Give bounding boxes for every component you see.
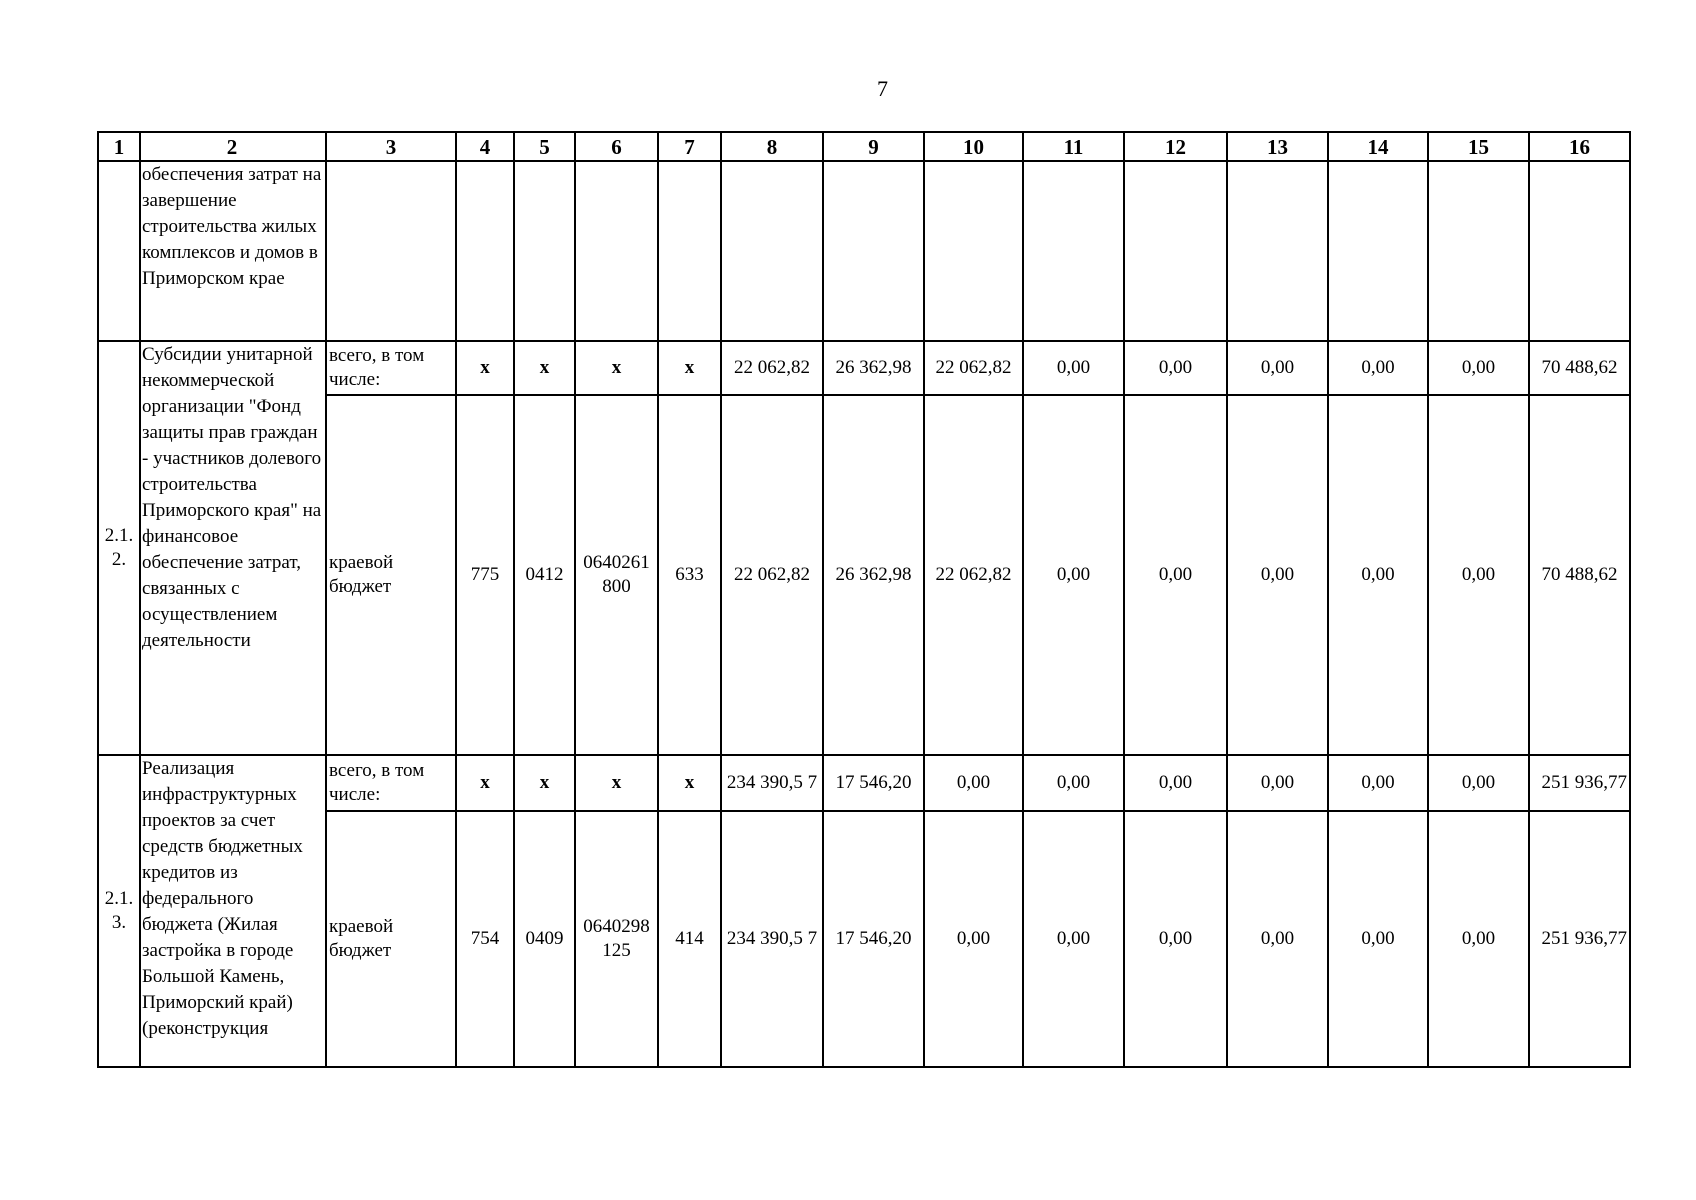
cell-c4: 775	[456, 395, 514, 755]
header-cell: 4	[456, 132, 514, 161]
cell-c13: 0,00	[1227, 755, 1328, 811]
page-number: 7	[877, 76, 888, 101]
cell-c6: 0640261 800	[575, 395, 658, 755]
cell-c7: 414	[658, 811, 721, 1067]
cell-c13: 0,00	[1227, 395, 1328, 755]
total-row	[98, 755, 1630, 811]
cell-c6: x	[575, 341, 658, 395]
total-row	[98, 341, 1630, 395]
cell-c11: 0,00	[1023, 755, 1124, 811]
budget-table	[97, 131, 1631, 1068]
cell-c11: 0,00	[1023, 341, 1124, 395]
header-cell: 8	[721, 132, 823, 161]
cell-c4: 754	[456, 811, 514, 1067]
funding-source: всего, в том числе:	[326, 755, 456, 811]
item-number: 2.1. 3.	[98, 755, 140, 1067]
header-cell: 11	[1023, 132, 1124, 161]
cell-c9: 17 546,20	[823, 755, 924, 811]
cell-c4: x	[456, 755, 514, 811]
header-cell: 7	[658, 132, 721, 161]
cell-c8: 234 390,5 7	[721, 811, 823, 1067]
header-cell: 10	[924, 132, 1023, 161]
cell-c9: 17 546,20	[823, 811, 924, 1067]
cell-c4: x	[456, 341, 514, 395]
item-name: обеспечения затрат на завершение строительства жилых комплексов и домов в Приморском крае	[140, 161, 326, 341]
cell-c10: 0,00	[924, 755, 1023, 811]
cell-c10: 22 062,82	[924, 341, 1023, 395]
continuation-row	[98, 161, 1630, 341]
cell-c6: 0640298 125	[575, 811, 658, 1067]
cell-c13: 0,00	[1227, 341, 1328, 395]
cell-c5: 0409	[514, 811, 575, 1067]
cell-c11: 0,00	[1023, 811, 1124, 1067]
cell-c15: 0,00	[1428, 811, 1529, 1067]
cell-c8: 234 390,5 7	[721, 755, 823, 811]
cell-c12: 0,00	[1124, 395, 1227, 755]
funding-source: всего, в том числе:	[326, 341, 456, 395]
cell-c10: 22 062,82	[924, 395, 1023, 755]
cell-c7: x	[658, 755, 721, 811]
cell-c5: 0412	[514, 395, 575, 755]
funding-source: краевой бюджет	[326, 395, 456, 755]
cell-c6: x	[575, 755, 658, 811]
cell-c13: 0,00	[1227, 811, 1328, 1067]
funding-source: краевой бюджет	[326, 811, 456, 1067]
cell-c9: 26 362,98	[823, 341, 924, 395]
cell-c10: 0,00	[924, 811, 1023, 1067]
cell-c16: 70 488,62	[1529, 341, 1630, 395]
regional-budget-row	[98, 395, 1630, 755]
header-cell: 16	[1529, 132, 1630, 161]
cell-c15: 0,00	[1428, 755, 1529, 811]
header-cell: 2	[140, 132, 326, 161]
cell-c14: 0,00	[1328, 341, 1428, 395]
cell-c12: 0,00	[1124, 811, 1227, 1067]
item-name: Субсидии унитарной некоммерческой организации "Фонд защиты прав граждан - участников долевого строительства Приморского края" на финансовое обеспечение затрат, связанных с осуществлением деятельности	[140, 341, 326, 755]
header-cell: 3	[326, 132, 456, 161]
header-cell: 1	[98, 132, 140, 161]
row-number-cell	[98, 161, 140, 341]
cell-c9: 26 362,98	[823, 395, 924, 755]
header-cell: 15	[1428, 132, 1529, 161]
header-cell: 6	[575, 132, 658, 161]
item-name: Реализация инфраструктурных проектов за счет средств бюджетных кредитов из федерального бюджета (Жилая застройка в городе Большой Камень, Приморский край) (реконструкция	[140, 755, 326, 1067]
regional-budget-row	[98, 811, 1630, 1067]
cell-c16: 251 936,77	[1529, 811, 1630, 1067]
item-number: 2.1. 2.	[98, 341, 140, 755]
cell-c7: 633	[658, 395, 721, 755]
cell-c8: 22 062,82	[721, 395, 823, 755]
cell-c16: 70 488,62	[1529, 395, 1630, 755]
cell-c7: x	[658, 341, 721, 395]
cell-c5: x	[514, 755, 575, 811]
header-cell: 13	[1227, 132, 1328, 161]
cell-c15: 0,00	[1428, 395, 1529, 755]
cell-c12: 0,00	[1124, 341, 1227, 395]
header-row	[98, 132, 1630, 161]
cell-c14: 0,00	[1328, 395, 1428, 755]
header-cell: 14	[1328, 132, 1428, 161]
header-cell: 5	[514, 132, 575, 161]
cell-c8: 22 062,82	[721, 341, 823, 395]
cell-c14: 0,00	[1328, 755, 1428, 811]
header-cell: 9	[823, 132, 924, 161]
cell-c16: 251 936,77	[1529, 755, 1630, 811]
header-cell: 12	[1124, 132, 1227, 161]
cell-c15: 0,00	[1428, 341, 1529, 395]
cell-c5: x	[514, 341, 575, 395]
cell-c11: 0,00	[1023, 395, 1124, 755]
cell-c14: 0,00	[1328, 811, 1428, 1067]
cell-c12: 0,00	[1124, 755, 1227, 811]
